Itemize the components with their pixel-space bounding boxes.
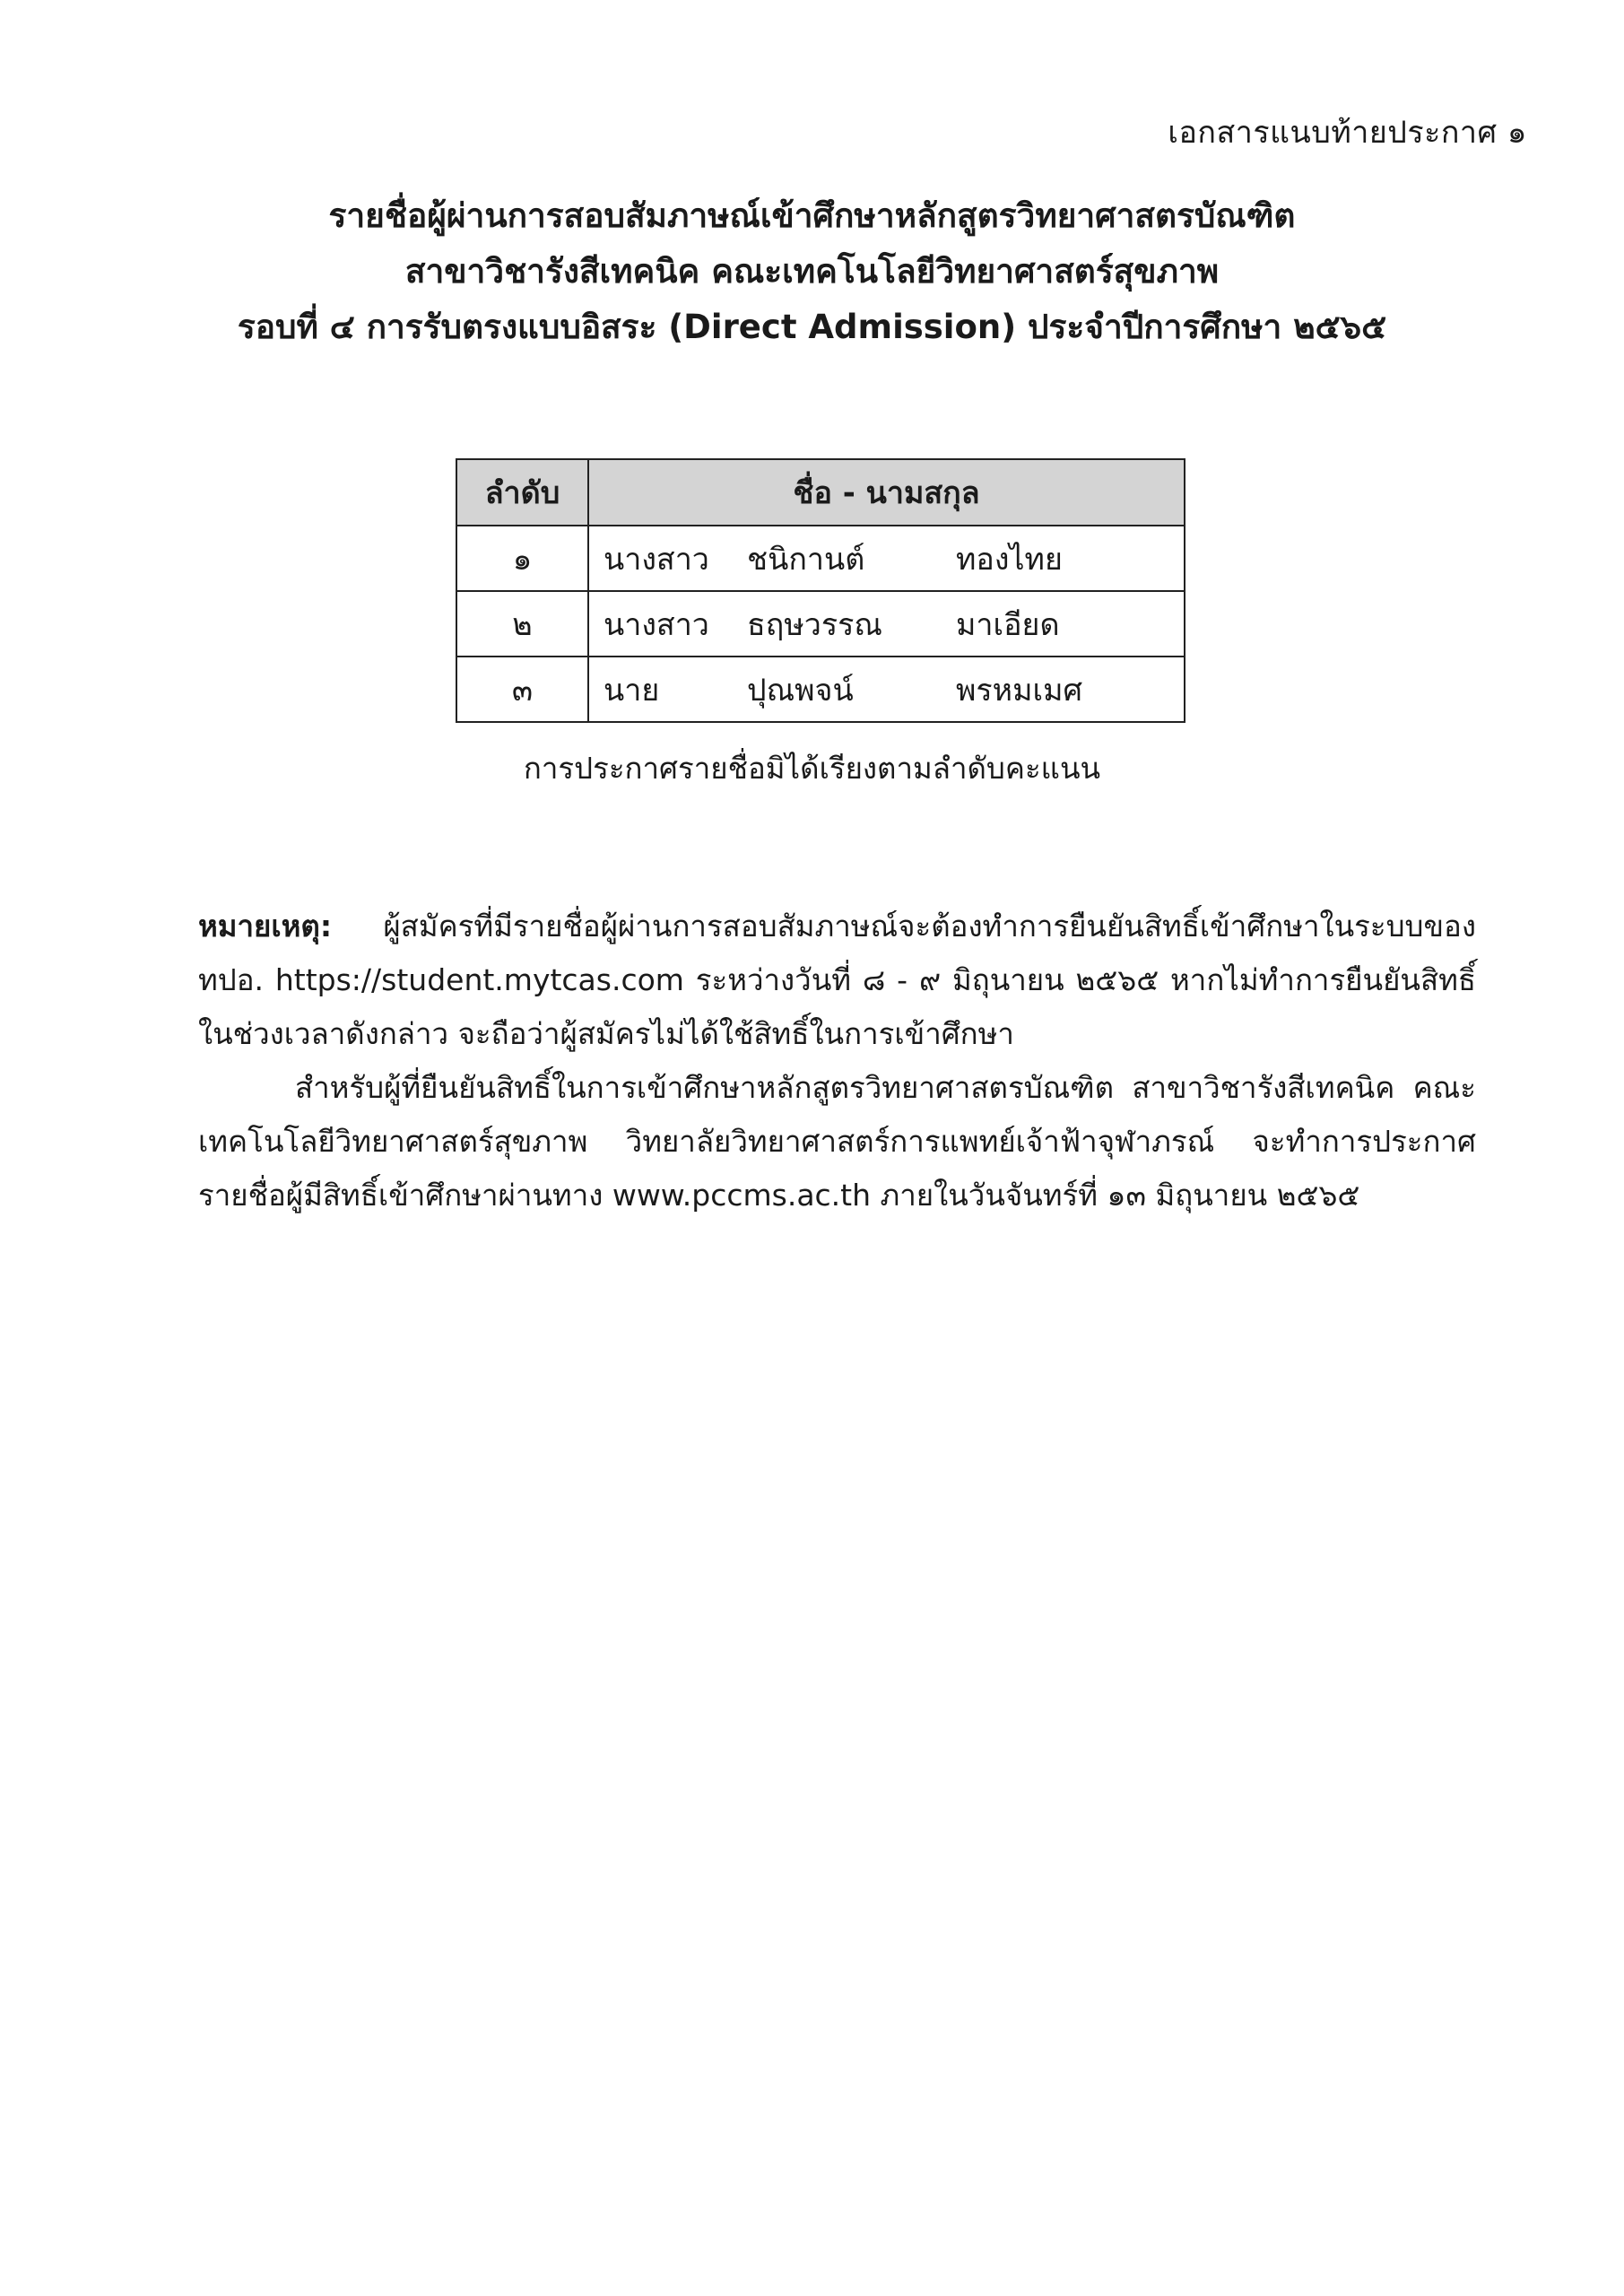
title-line-2: สาขาวิชารังสีเทคนิค คณะเทคโนโลยีวิทยาศาสตร์สุขภาพ: [404, 252, 1220, 291]
remark-paragraph-1: [198, 900, 1476, 1061]
row-name: [588, 526, 1185, 591]
row-number: ๑: [456, 526, 588, 591]
name-prefix: นาย: [604, 672, 660, 709]
remarks-section: [198, 900, 1476, 1222]
last-name: ทองไทย: [956, 541, 1063, 578]
row-number: ๒: [456, 591, 588, 657]
remark-line: ทปอ. https://student.mytcas.com ระหว่างวันที่ ๘ - ๙ มิถุนายน ๒๕๖๕ หากไม่ทำการยืนยันสิทธิ์: [198, 962, 1476, 997]
name-prefix: นางสาว: [604, 606, 709, 643]
first-name: ปุณพจน์: [747, 672, 854, 709]
table-header-row: [456, 459, 1185, 526]
table-row: [456, 657, 1185, 722]
remark-paragraph-2: [198, 1061, 1476, 1222]
document-title: [0, 188, 1624, 355]
header-order: ลำดับ: [456, 459, 588, 526]
last-name: มาเอียด: [956, 606, 1060, 643]
table-row: [456, 526, 1185, 591]
attachment-reference: เอกสารแนบท้ายประกาศ ๑: [1168, 115, 1527, 151]
title-line-1: รายชื่อผู้ผ่านการสอบสัมภาษณ์เข้าศึกษาหลักสูตรวิทยาศาสตรบัณฑิต: [328, 196, 1296, 235]
first-name: ชนิกานต์: [747, 541, 865, 578]
row-number: ๓: [456, 657, 588, 722]
first-name: ธฤษวรรณ: [747, 606, 882, 643]
header-name: ชื่อ - นามสกุล: [588, 459, 1185, 526]
candidate-table: [456, 458, 1185, 723]
title-line-3: รอบที่ ๔ การรับตรงแบบอิสระ (Direct Admission) ประจำปีการศึกษา ๒๕๖๕: [237, 308, 1387, 346]
remark-line: [198, 900, 1476, 953]
table-row: [456, 591, 1185, 657]
remark-line: รายชื่อผู้มีสิทธิ์เข้าศึกษาผ่านทาง www.pccms.ac.th ภายในวันจันทร์ที่ ๑๓ มิถุนายน ๒๕๖๕: [198, 1178, 1360, 1213]
row-name: [588, 591, 1185, 657]
remark-line: เทคโนโลยีวิทยาศาสตร์สุขภาพ วิทยาลัยวิทยาศาสตร์การแพทย์เจ้าฟ้าจุฬาภรณ์ จะทำการประกาศ: [198, 1124, 1476, 1159]
remark-line: ในช่วงเวลาดังกล่าว จะถือว่าผู้สมัครไม่ได้ใช้สิทธิ์ในการเข้าศึกษา: [198, 1016, 1014, 1051]
remark-text: ผู้สมัครที่มีรายชื่อผู้ผ่านการสอบสัมภาษณ์จะต้องทำการยืนยันสิทธิ์เข้าศึกษาในระบบของ: [383, 909, 1476, 944]
remark-label: หมายเหตุ:: [198, 909, 333, 944]
ranking-note: การประกาศรายชื่อมิได้เรียงตามลำดับคะแนน: [523, 751, 1101, 786]
last-name: พรหมเมศ: [956, 672, 1083, 709]
row-name: [588, 657, 1185, 722]
name-prefix: นางสาว: [604, 541, 709, 578]
remark-line: สำหรับผู้ที่ยืนยันสิทธิ์ในการเข้าศึกษาหลักสูตรวิทยาศาสตรบัณฑิต สาขาวิชารังสีเทคนิค คณะ: [295, 1070, 1476, 1105]
